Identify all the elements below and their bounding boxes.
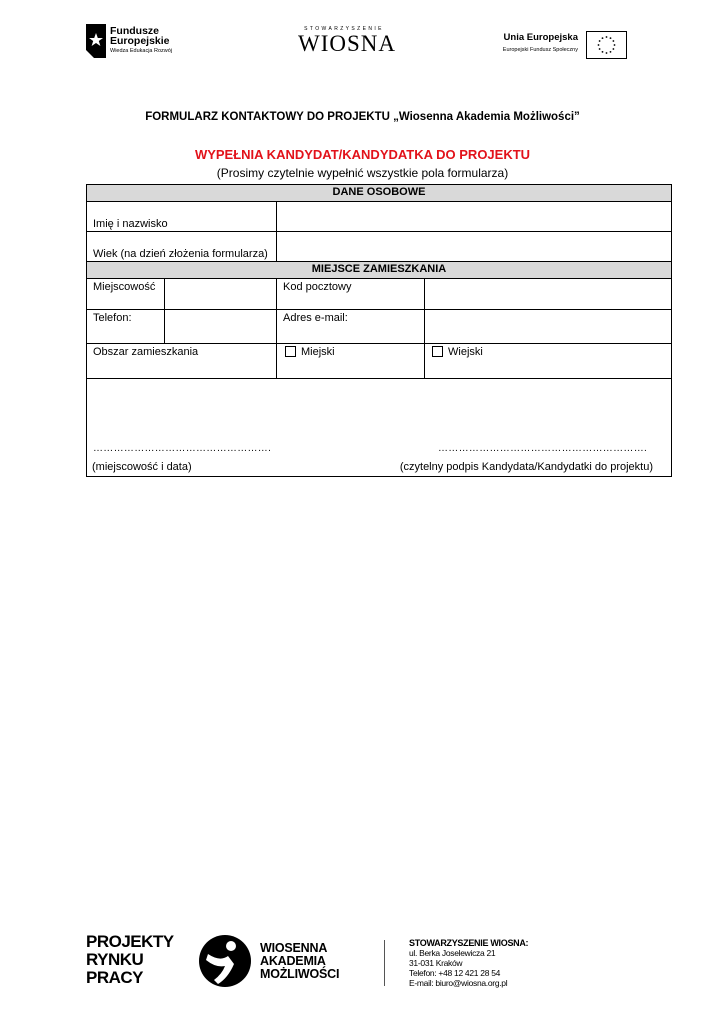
fe-line1: Fundusze: [110, 25, 159, 37]
contact-email: E-mail: biuro@wiosna.org.pl: [409, 978, 508, 988]
rural-checkbox[interactable]: [432, 346, 443, 357]
name-field[interactable]: [277, 202, 672, 231]
ue-sub: Europejski Fundusz Społeczny: [502, 47, 578, 53]
wam-line2: AKADEMIA: [260, 954, 326, 968]
wam-line3: MOŻLIWOŚCI: [260, 967, 340, 981]
age-label: Wiek (na dzień złożenia formularza): [93, 248, 268, 260]
email-field[interactable]: [425, 310, 672, 343]
wiosna-logo-name: WIOSNA: [298, 31, 396, 56]
fe-star-icon: [86, 24, 106, 58]
rural-label: Wiejski: [448, 346, 483, 358]
section-personal-data: DANE OSOBOWE: [87, 185, 671, 201]
contact-org: STOWARZYSZENIE WIOSNA:: [409, 938, 529, 948]
signature-caption: (czytelny podpis Kandydata/Kandydatki do projektu): [399, 461, 653, 473]
fe-sub: Wiedza Edukacja Rozwój: [110, 48, 173, 54]
divider: [164, 278, 165, 344]
contact-city: 31-031 Kraków: [409, 958, 463, 968]
projekty-rynku-pracy-logo: [86, 933, 174, 987]
unia-europejska-logo: [488, 32, 578, 53]
city-label: Miejscowość: [93, 281, 156, 293]
contact-form-table: [86, 184, 672, 477]
prp-line1: PROJEKTY: [86, 932, 174, 951]
fe-line2: Europejskie: [110, 35, 170, 47]
wiosna-logo-top: STOWARZYSZENIE: [304, 26, 384, 32]
phone-label: Telefon:: [93, 312, 132, 324]
prp-line2: RYNKU: [86, 950, 144, 969]
signature-field[interactable]: [438, 433, 638, 457]
prp-line3: PRACY: [86, 968, 144, 987]
age-field[interactable]: [277, 232, 672, 260]
postal-code-field[interactable]: [425, 279, 672, 309]
divider: [276, 201, 277, 261]
divider: [424, 278, 425, 379]
wiosenna-akademia-logo: [260, 942, 339, 981]
place-date-dots: …………………………………………….: [93, 443, 272, 454]
form-title: FORMULARZ KONTAKTOWY DO PROJEKTU „Wiosenna Akademia Możliwości”: [145, 111, 580, 123]
footer-divider: [384, 940, 385, 986]
urban-checkbox[interactable]: [285, 346, 296, 357]
postal-code-label: Kod pocztowy: [283, 281, 352, 293]
city-field[interactable]: [165, 279, 275, 309]
signature-dots: …………………………………………………….: [438, 443, 648, 454]
phone-field[interactable]: [165, 310, 275, 343]
area-label: Obszar zamieszkania: [93, 346, 199, 358]
place-date-caption: (miejscowość i data): [92, 461, 192, 473]
contact-street: ul. Berka Joselewicza 21: [409, 948, 496, 958]
urban-label: Miejski: [301, 346, 335, 358]
wiosenna-akademia-mark-icon: [198, 934, 252, 993]
form-hint: (Prosimy czytelnie wypełnić wszystkie pola formularza): [216, 166, 509, 180]
section-residence: MIEJSCE ZAMIESZKANIA: [87, 262, 671, 278]
email-label: Adres e-mail:: [283, 312, 348, 324]
divider: [276, 278, 277, 379]
stowarzyszenie-wiosna-logo: [298, 26, 396, 56]
place-date-field[interactable]: [93, 433, 253, 457]
wam-line1: WIOSENNA: [260, 941, 328, 955]
contact-phone: Telefon: +48 12 421 28 54: [409, 968, 501, 978]
ue-title: Unia Europejska: [503, 32, 578, 43]
form-subtitle: WYPEŁNIA KANDYDAT/KANDYDATKA DO PROJEKTU: [194, 147, 531, 162]
divider: [87, 343, 671, 344]
name-label: Imię i nazwisko: [93, 218, 168, 230]
contact-info: [409, 938, 528, 988]
divider: [87, 378, 671, 379]
eu-flag-icon: [586, 31, 627, 59]
